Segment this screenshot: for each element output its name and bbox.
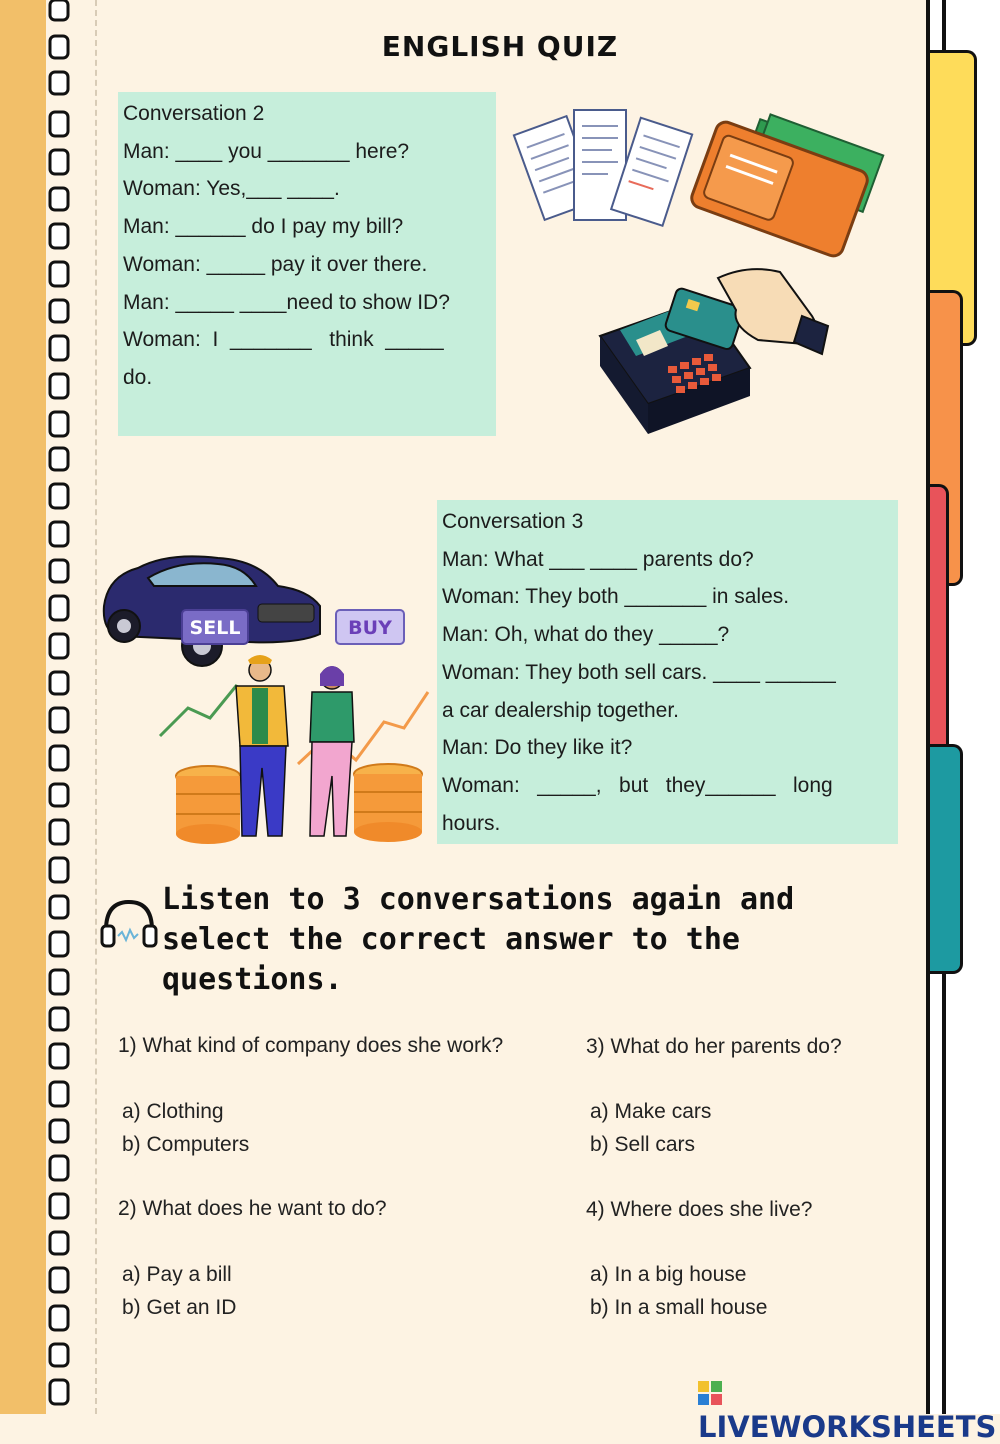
saleswoman-icon: [310, 666, 354, 836]
conversation-3-line: Woman: They both sell cars. ____ ______: [442, 660, 836, 684]
question-4: 4) Where does she live?: [586, 1198, 813, 1221]
conversation-3-line: Man: What ___ ____ parents do?: [442, 547, 754, 571]
conversation-2-line: Man: ______ do I pay my bill?: [123, 215, 404, 239]
coin-stack-icon: [176, 766, 240, 844]
conversation-3-line: a car dealership together.: [442, 698, 679, 722]
page-title: ENGLISH QUIZ: [381, 30, 619, 63]
liveworksheets-brand[interactable]: [698, 1376, 1000, 1444]
spiral-binding: [38, 0, 78, 1414]
conversation-3-line: hours.: [442, 811, 501, 835]
conversation-2-line: Woman: _____ pay it over there.: [123, 252, 428, 276]
payment-illustration: [512, 104, 892, 438]
liveworksheets-logo-icon: [698, 1381, 722, 1405]
card-reader-icon: [600, 269, 828, 434]
conversation-3-line: Man: Do they like it?: [442, 736, 633, 760]
coin-stack-icon: [354, 764, 422, 842]
question-3: 3) What do her parents do?: [586, 1035, 842, 1058]
conversation-2-line: Man: ____ you _______ here?: [123, 139, 410, 163]
sell-sign[interactable]: [182, 610, 248, 644]
conversation-2-box: [118, 92, 496, 436]
sell-label: SELL: [189, 617, 241, 639]
conversation-3-heading: Conversation 3: [442, 510, 584, 533]
buy-label: BUY: [348, 617, 392, 639]
conversation-3-line: Woman: _____, but they______ long: [442, 773, 833, 797]
answer-option[interactable]: a) Pay a bill: [122, 1263, 232, 1286]
car-sales-illustration: [98, 546, 438, 846]
answer-option[interactable]: b) Get an ID: [122, 1296, 237, 1319]
tab-teal[interactable]: [930, 744, 963, 974]
conversation-2-line: do.: [123, 365, 153, 389]
receipts-icon: [514, 110, 692, 226]
margin-line: [95, 0, 97, 1414]
buy-sign[interactable]: [336, 610, 404, 644]
answer-option[interactable]: b) In a small house: [590, 1296, 768, 1319]
wallet-icon: [689, 104, 883, 261]
question-2: 2) What does he want to do?: [118, 1197, 387, 1220]
answer-option[interactable]: a) Make cars: [590, 1100, 712, 1123]
answer-option[interactable]: a) Clothing: [122, 1100, 224, 1123]
conversation-3-line: Man: Oh, what do they _____?: [442, 623, 730, 647]
brand-text: LIVEWORKSHEETS: [698, 1410, 997, 1444]
answer-option[interactable]: b) Computers: [122, 1133, 250, 1156]
conversation-2-heading: Conversation 2: [123, 102, 265, 125]
instruction-text: Listen to 3 conversations again and select the correct answer to the questions.: [162, 882, 795, 997]
conversation-3-line: Woman: They both _______ in sales.: [442, 585, 790, 609]
salesman-icon: [236, 655, 288, 836]
headphones-icon: [98, 896, 160, 952]
answer-option[interactable]: a) In a big house: [590, 1263, 747, 1286]
answer-option[interactable]: b) Sell cars: [590, 1133, 696, 1156]
question-1: 1) What kind of company does she work?: [118, 1034, 504, 1057]
conversation-2-line: Man: _____ ____need to show ID?: [123, 290, 450, 314]
conversation-3-box: [437, 500, 898, 844]
conversation-2-line: Woman: Yes,___ ____.: [123, 177, 340, 201]
conversation-2-line: Woman: I _______ think _____: [123, 328, 444, 352]
